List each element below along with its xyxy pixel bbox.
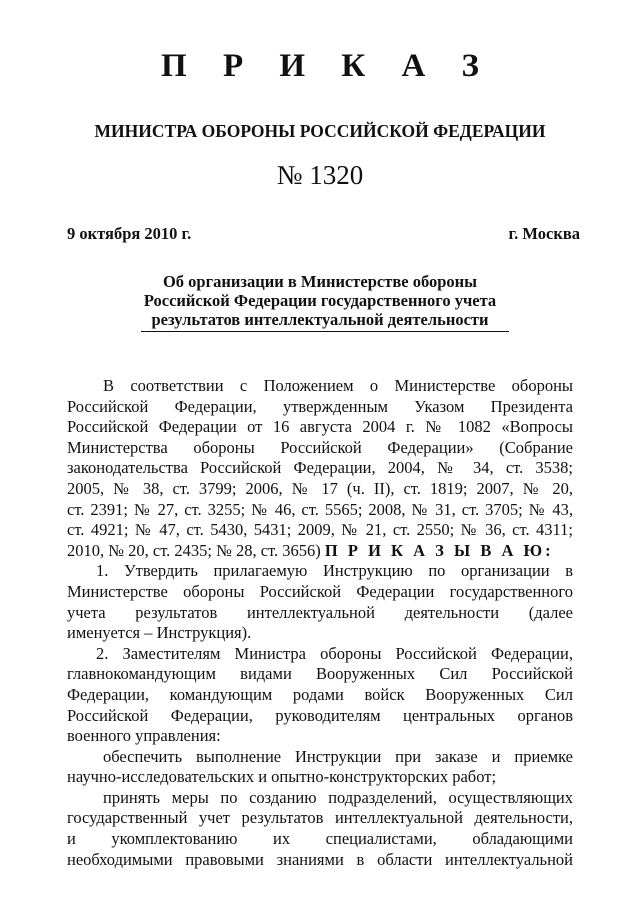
item2-line: Российской Федерации, руководителям центральных органов — [67, 705, 573, 725]
preamble-line: ст. 4921; № 47, ст. 5430, 5431; 2009, № 21, ст. 2550; № 36, ст. 4311; — [67, 520, 573, 540]
clause-b-line: необходимыми правовыми знаниями в области интеллектуальной — [67, 849, 573, 869]
order-word: П Р И К А З Ы В А Ю: — [324, 540, 554, 560]
issuer-line: МИНИСТРА ОБОРОНЫ РОССИЙСКОЙ ФЕДЕРАЦИИ — [94, 121, 546, 141]
preamble-line: Российской Федерации от 16 августа 2004 г. № 1082 «Вопросы — [67, 417, 573, 437]
subject-line: Российской Федерации государственного учета — [143, 291, 497, 310]
preamble-line: законодательства Российской Федерации, 2004, № 34, ст. 3538; — [67, 458, 573, 478]
preamble-line: 2005, № 38, ст. 3799; 2006, № 17 (ч. II), ст. 1819; 2007, № 20, — [67, 478, 573, 498]
preamble-last-text: 2010, № 20, ст. 2435; № 28, ст. 3656) — [67, 540, 321, 560]
preamble-line: Российской Федерации, утвержденным Указом Президента — [67, 396, 573, 416]
item1-line: именуется – Инструкция). — [67, 623, 252, 643]
preamble-last-line — [67, 541, 573, 562]
order-date: 9 октября 2010 г. — [67, 224, 192, 243]
order-body — [67, 376, 573, 870]
item2-line: 2. Заместителям Министра обороны Российской Федерации, — [96, 643, 573, 663]
preamble-line: Министерства обороны Российской Федерации» (Собрание — [67, 437, 573, 457]
document-title: П Р И К А З — [161, 48, 493, 84]
clause-a-line: научно-исследовательских и опытно-конструкторских работ; — [67, 767, 497, 787]
item1-line: 1. Утвердить прилагаемую Инструкцию по организации в — [96, 561, 573, 581]
item2-line: военного управления: — [67, 726, 221, 746]
subject-line: Об организации в Министерстве обороны — [162, 272, 478, 291]
item1-line: Министерстве обороны Российской Федерации государственного — [67, 581, 573, 601]
clause-b-line: и укомплектованию их специалистами, обладающими — [67, 829, 573, 849]
clause-b-line: принять меры по созданию подразделений, осуществляющих — [103, 787, 573, 807]
order-subject — [0, 272, 640, 329]
order-city: г. Москва — [508, 224, 580, 243]
item2-line: главнокомандующим видами Вооруженных Сил Российской — [67, 664, 573, 684]
item1-line: учета результатов интеллектуальной деятельности (далее — [67, 602, 573, 622]
subject-line: результатов интеллектуальной деятельности — [151, 310, 489, 329]
clause-a-line: обеспечить выполнение Инструкции при заказе и приемке — [103, 746, 573, 766]
preamble-line: В соответствии с Положением о Министерстве обороны — [103, 376, 573, 395]
subject-underline — [141, 331, 509, 332]
preamble-line: ст. 2391; № 27, ст. 3255; № 46, ст. 5565; 2008, № 31, ст. 3705; № 43, — [67, 499, 573, 519]
clause-b-line: государственный учет результатов интеллектуальной деятельности, — [67, 808, 573, 828]
order-number: № 1320 — [276, 160, 364, 190]
item2-line: Федерации, командующим родами войск Вооруженных Сил — [67, 684, 573, 704]
